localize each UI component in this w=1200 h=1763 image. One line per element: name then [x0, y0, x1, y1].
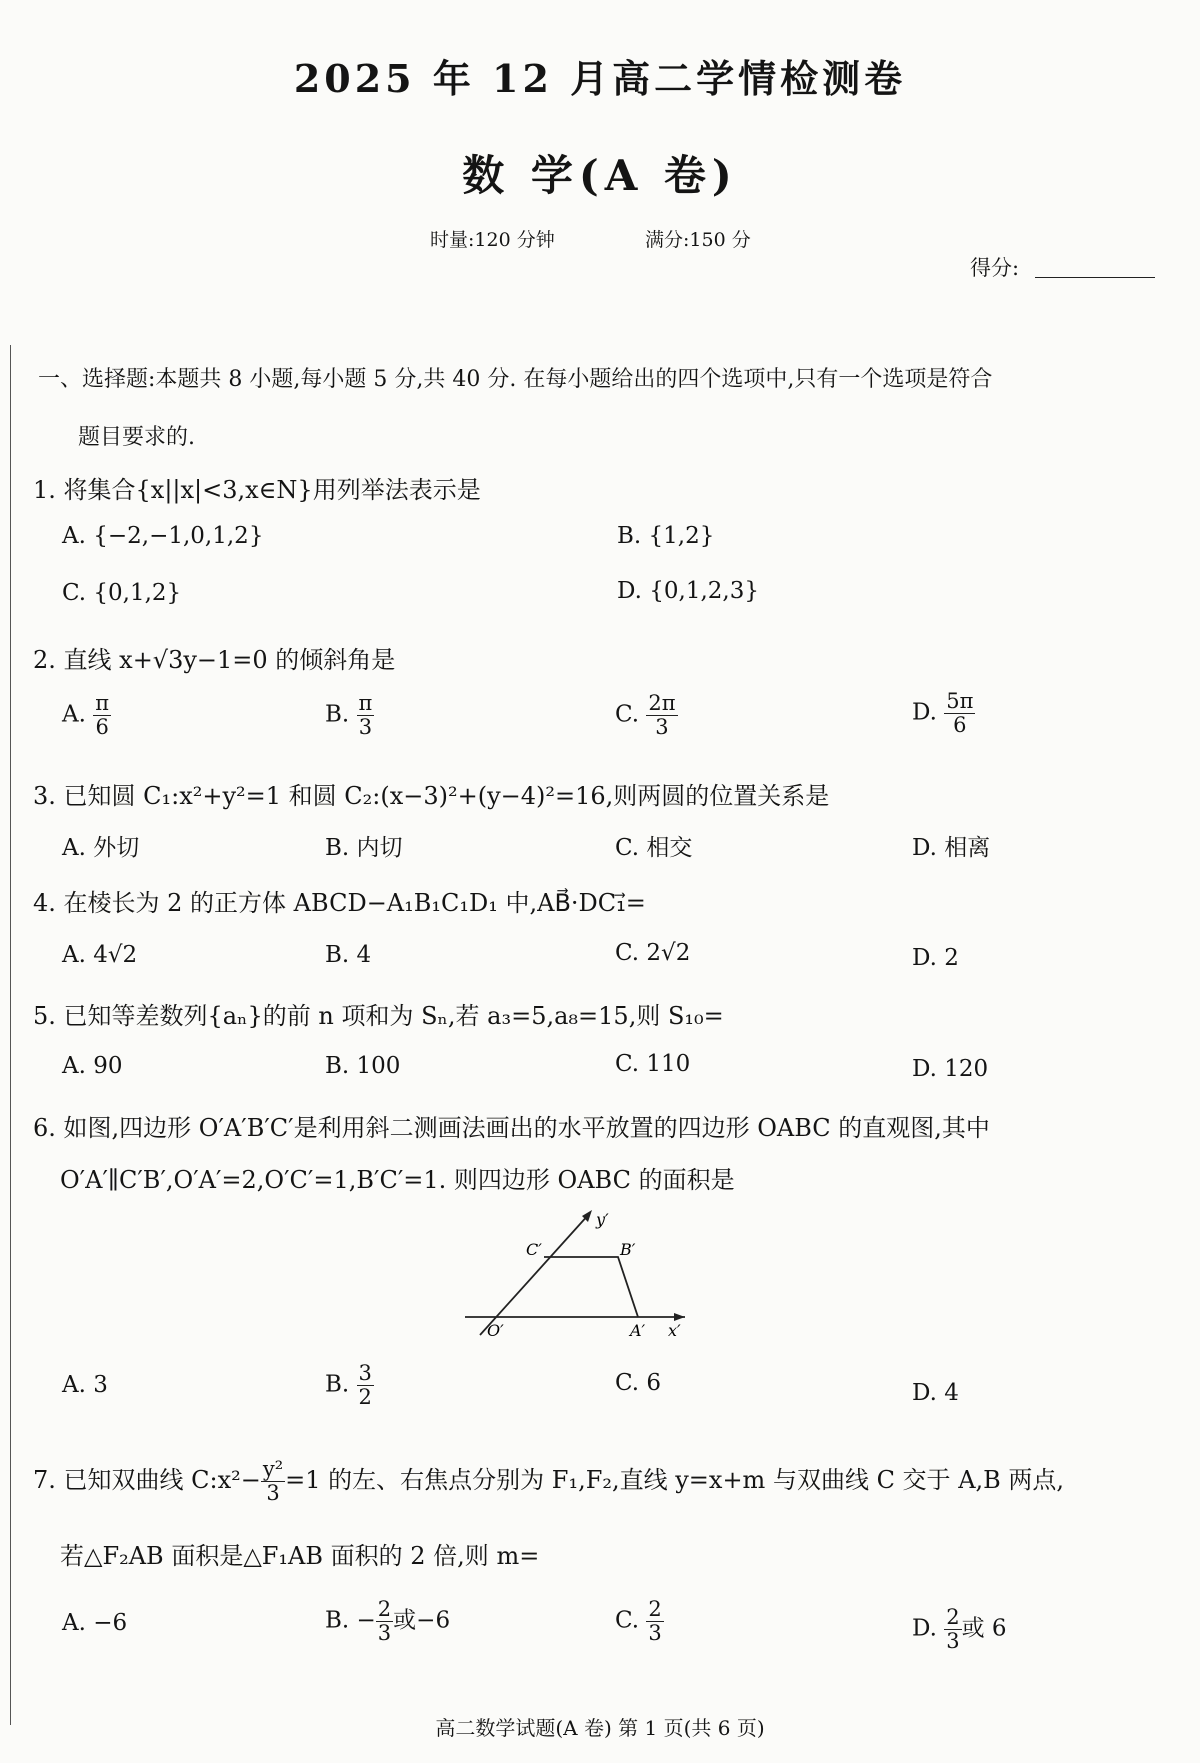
q6-option-a: A. 3	[62, 1372, 108, 1398]
q7-option-a: A. −6	[62, 1610, 128, 1636]
section1-heading: 一、选择题:本题共 8 小题,每小题 5 分,共 40 分. 在每小题给出的四个选项中,只有一个选项是符合	[38, 367, 993, 392]
fraction-denominator: 3	[358, 715, 373, 740]
q3-option-b: B. 内切	[325, 835, 403, 861]
fraction-denominator: 3	[648, 1621, 662, 1646]
q2-option-c-fraction	[646, 692, 677, 739]
q2-option-b-label: B.	[325, 701, 350, 728]
q1-option-d: D. {0,1,2,3}	[617, 578, 759, 604]
time-limit: 时量:120 分钟	[430, 229, 555, 251]
q7-stem-fraction	[261, 1458, 285, 1505]
fraction-denominator: 3	[655, 715, 669, 740]
q2-option-a-fraction	[93, 692, 111, 739]
fraction-denominator: 3	[946, 1629, 960, 1654]
q7-option-c	[615, 1598, 664, 1645]
q5-option-d: D. 120	[912, 1056, 989, 1082]
fraction-denominator: 2	[358, 1385, 372, 1410]
q1-option-a: A. {−2,−1,0,1,2}	[62, 523, 264, 549]
q7-stem-pre: 7. 已知双曲线 C:x²−	[33, 1466, 261, 1495]
point-o-label: O′	[487, 1321, 504, 1340]
q1-option-b: B. {1,2}	[617, 523, 715, 549]
binding-margin-line	[10, 345, 11, 1725]
fraction-numerator: π	[95, 691, 110, 715]
fraction-numerator: y²	[262, 1457, 284, 1481]
point-c-label: C′	[526, 1240, 542, 1259]
q7-option-d-fraction	[944, 1606, 961, 1653]
q7-stem-line1	[33, 1458, 1064, 1505]
fraction-numerator: 2	[648, 1597, 662, 1621]
q2-option-d	[912, 690, 975, 737]
q6-option-b-fraction	[357, 1362, 374, 1409]
exam-subtitle: 数 学(A 卷)	[462, 151, 738, 200]
fraction-denominator: 3	[377, 1621, 392, 1646]
x-axis-arrow	[674, 1313, 685, 1321]
q7-stem-post: =1 的左、右焦点分别为 F₁,F₂,直线 y=x+m 与双曲线 C 交于 A,B 两点,	[285, 1466, 1065, 1495]
fraction-numerator: 5π	[946, 689, 974, 713]
page-footer: 高二数学试题(A 卷) 第 1 页(共 6 页)	[435, 1716, 765, 1740]
fraction-numerator: π	[358, 691, 373, 715]
fraction-numerator: 3	[358, 1361, 372, 1385]
score-label: 得分:	[970, 256, 1020, 280]
q2-option-b-fraction	[357, 692, 375, 739]
q4-stem: 4. 在棱长为 2 的正方体 ABCD−A₁B₁C₁D₁ 中,AB⃗·DC₁⃗=	[33, 889, 646, 917]
fraction-numerator: 2	[377, 1597, 392, 1621]
q7-option-b	[325, 1598, 450, 1645]
exam-title: 2025 年 12 月高二学情检测卷	[293, 56, 907, 101]
q2-option-c	[615, 692, 678, 739]
q6-option-c: C. 6	[615, 1370, 662, 1396]
q6-option-b	[325, 1362, 374, 1409]
q1-stem: 1. 将集合{x||x|<3,x∈N}用列举法表示是	[33, 476, 481, 504]
x-axis-label: x′	[668, 1321, 681, 1340]
q5-option-a: A. 90	[62, 1053, 123, 1079]
q4-option-d: D. 2	[912, 945, 959, 971]
q5-option-c: C. 110	[615, 1051, 691, 1077]
q5-option-b: B. 100	[325, 1053, 401, 1079]
fraction-denominator: 3	[266, 1481, 280, 1506]
fraction-denominator: 6	[95, 715, 109, 740]
q2-option-b	[325, 692, 374, 739]
q7-option-b-label: B. −	[325, 1607, 376, 1634]
q4-option-a: A. 4√2	[62, 942, 138, 968]
full-score: 满分:150 分	[645, 229, 751, 251]
q3-stem: 3. 已知圆 C₁:x²+y²=1 和圆 C₂:(x−3)²+(y−4)²=16,则两圆的位置关系是	[33, 782, 830, 810]
fraction-numerator: 2	[946, 1605, 960, 1629]
q3-option-a: A. 外切	[62, 835, 140, 861]
q3-option-c: C. 相交	[615, 835, 693, 861]
q7-option-d-post: 或 6	[961, 1615, 1007, 1642]
q2-stem: 2. 直线 x+√3y−1=0 的倾斜角是	[33, 646, 396, 674]
q7-option-b-post: 或−6	[393, 1607, 451, 1634]
quadrilateral-edges	[544, 1257, 638, 1317]
q7-option-b-fraction	[376, 1598, 393, 1645]
score-blank-line	[1035, 277, 1155, 278]
q4-option-c: C. 2√2	[615, 940, 691, 966]
q7-stem-line2: 若△F₂AB 面积是△F₁AB 面积的 2 倍,则 m=	[60, 1542, 540, 1570]
q6-stem-line2: O′A′∥C′B′,O′A′=2,O′C′=1,B′C′=1. 则四边形 OABC 的面积是	[60, 1166, 735, 1194]
q7-option-d-label: D.	[912, 1615, 937, 1642]
q5-stem: 5. 已知等差数列{aₙ}的前 n 项和为 Sₙ,若 a₃=5,a₈=15,则 S₁₀=	[33, 1002, 724, 1030]
q6-oblique-figure	[460, 1205, 700, 1340]
point-a-label: A′	[630, 1321, 646, 1340]
q6-stem-line1: 6. 如图,四边形 O′A′B′C′是利用斜二测画法画出的水平放置的四边形 OABC 的直观图,其中	[33, 1114, 990, 1142]
q6-option-d: D. 4	[912, 1380, 959, 1406]
q2-option-a	[62, 692, 111, 739]
q3-option-d: D. 相离	[912, 835, 991, 861]
fraction-numerator: 2π	[648, 691, 676, 715]
q7-option-d	[912, 1606, 1007, 1653]
fraction-denominator: 6	[953, 713, 967, 738]
q2-option-d-label: D.	[912, 699, 937, 726]
q2-option-d-fraction	[944, 690, 975, 737]
q7-option-c-label: C.	[615, 1607, 640, 1634]
q4-option-b: B. 4	[325, 942, 372, 968]
y-axis-label: y′	[596, 1210, 609, 1229]
section1-heading-cont: 题目要求的.	[78, 425, 195, 450]
q6-option-b-label: B.	[325, 1371, 350, 1398]
q2-option-c-label: C.	[615, 701, 640, 728]
q2-option-a-label: A.	[62, 701, 86, 728]
q1-option-c: C. {0,1,2}	[62, 580, 182, 606]
point-b-label: B′	[620, 1240, 636, 1259]
q7-option-c-fraction	[646, 1598, 663, 1645]
